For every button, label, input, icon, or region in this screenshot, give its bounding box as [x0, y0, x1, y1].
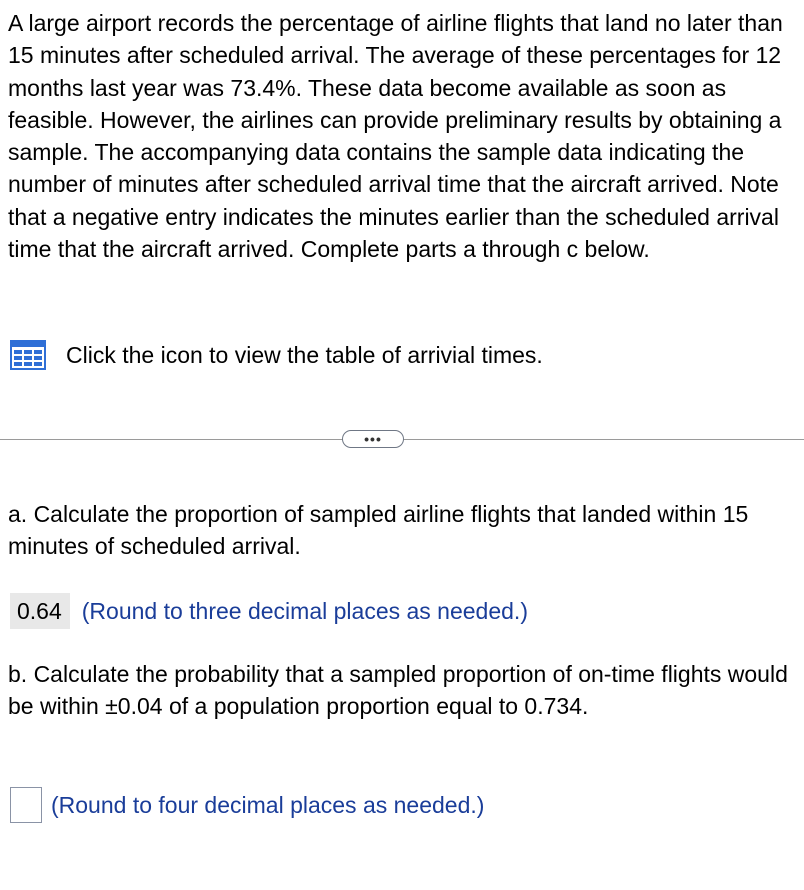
part-b-answer-row — [10, 787, 484, 823]
expand-more-button[interactable]: ••• — [342, 430, 404, 448]
part-a-answer-value[interactable]: 0.64 — [10, 593, 70, 629]
part-a-rounding-hint: (Round to three decimal places as needed.) — [81, 597, 528, 624]
part-a-answer-row — [10, 593, 528, 629]
part-a-prompt: a. Calculate the proportion of sampled airline flights that landed within 15 minutes of scheduled arrival. — [8, 501, 749, 560]
data-table-link-row[interactable] — [10, 339, 543, 371]
part-b-rounding-hint: (Round to four decimal places as needed.) — [51, 791, 485, 818]
part-b-prompt: b. Calculate the probability that a sampled proportion of on-time flights would be within ±0.04 of a population proportion equal to 0.734. — [8, 661, 788, 720]
question-intro: A large airport records the percentage of airline flights that land no later than 15 minutes after scheduled arrival. The average of these percentages for 12 months last year was 73.4%. These data become available as soon as feasible. However, the airlines can provide preliminary results by obtaining a sample. The accompanying data contains the sample data indicating the number of minutes after scheduled arrival time that the aircraft arrived. Note that a negative entry indicates the minutes earlier than the scheduled arrival time that the aircraft arrived. Complete parts a through c below. — [8, 10, 783, 263]
part-b-answer-input[interactable] — [10, 787, 42, 823]
table-icon[interactable] — [10, 340, 46, 370]
data-table-link-text[interactable]: Click the icon to view the table of arrivial times. — [66, 342, 543, 368]
